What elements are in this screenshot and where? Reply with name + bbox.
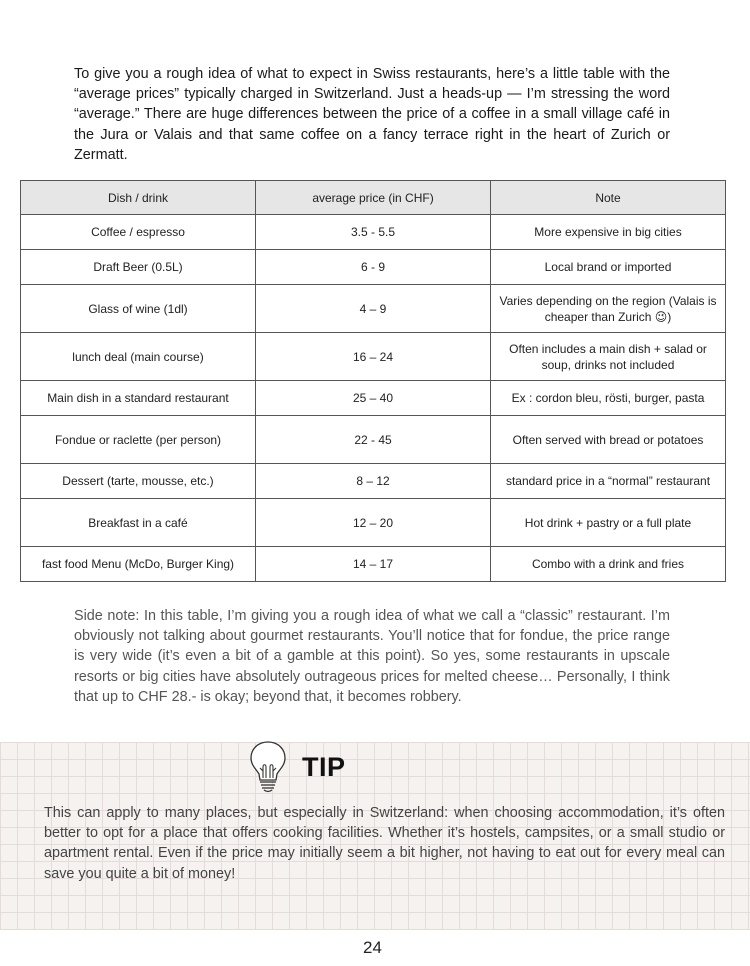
dish-cell: Dessert (tarte, mousse, etc.): [21, 464, 256, 499]
column-header-price: average price (in CHF): [256, 181, 491, 215]
price-table: [20, 180, 726, 582]
side-note-paragraph: Side note: In this table, I’m giving you a rough idea of what we call a “classic” restaurant. I’m obviously not talking about gourmet restaurants. You’ll notice that for fondue, the price range is very wide (it’s even a bit of a gamble at this point). So yes, some restaurants in upscale resorts or big cities have absolutely outrageous prices for melted cheese… Personally, I think that up to CHF 28.- is okay; beyond that, it becomes robbery.: [74, 608, 670, 705]
note-cell: Hot drink + pastry or a full plate: [491, 499, 726, 547]
table-row: [21, 285, 726, 333]
price-cell: 14 – 17: [256, 547, 491, 582]
price-cell: 12 – 20: [256, 499, 491, 547]
table-row: [21, 250, 726, 285]
price-cell: 8 – 12: [256, 464, 491, 499]
intro-paragraph: To give you a rough idea of what to expect in Swiss restaurants, here’s a little table with the “average prices” typically charged in Switzerland. Just a heads-up — I’m stressing the word “average.” There are huge differences between the price of a coffee in a small village café in the Jura or Valais and that same coffee on a fancy terrace right in the heart of Zurich or Zermatt.: [74, 66, 670, 163]
table-row: [21, 416, 726, 464]
note-cell: standard price in a “normal” restaurant: [491, 464, 726, 499]
dish-cell: Glass of wine (1dl): [21, 285, 256, 333]
price-cell: 16 – 24: [256, 333, 491, 381]
tip-title: TIP: [302, 752, 346, 782]
note-cell: Varies depending on the region (Valais is cheaper than Zurich 😉): [491, 285, 726, 333]
column-header-note: Note: [491, 181, 726, 215]
price-cell: 6 - 9: [256, 250, 491, 285]
note-cell: Combo with a drink and fries: [491, 547, 726, 582]
table-row: [21, 499, 726, 547]
price-cell: 3.5 - 5.5: [256, 215, 491, 250]
note-cell: Ex : cordon bleu, rösti, burger, pasta: [491, 381, 726, 416]
lightbulb-icon: [248, 738, 288, 794]
note-cell: Often served with bread or potatoes: [491, 416, 726, 464]
dish-cell: Draft Beer (0.5L): [21, 250, 256, 285]
dish-cell: Main dish in a standard restaurant: [21, 381, 256, 416]
price-cell: 22 - 45: [256, 416, 491, 464]
table-row: [21, 333, 726, 381]
table-row: [21, 381, 726, 416]
table-row: [21, 464, 726, 499]
dish-cell: Fondue or raclette (per person): [21, 416, 256, 464]
tip-text: This can apply to many places, but especially in Switzerland: when choosing accommodation, it’s often better to opt for a place that offers cooking facilities. Whether it’s hostels, campsites, or a small studio or apartment rental. Even if the price may initially seem a bit higher, not having to eat out for every meal can save you quite a bit of money!: [44, 805, 725, 882]
table-row: [21, 547, 726, 582]
table-header-row: [21, 181, 726, 215]
price-cell: 4 – 9: [256, 285, 491, 333]
table-row: [21, 215, 726, 250]
column-header-dish: Dish / drink: [21, 181, 256, 215]
note-cell: Often includes a main dish + salad or soup, drinks not included: [491, 333, 726, 381]
page-number: 24: [363, 938, 382, 957]
dish-cell: Coffee / espresso: [21, 215, 256, 250]
dish-cell: Breakfast in a café: [21, 499, 256, 547]
note-cell: Local brand or imported: [491, 250, 726, 285]
dish-cell: fast food Menu (McDo, Burger King): [21, 547, 256, 582]
price-cell: 25 – 40: [256, 381, 491, 416]
note-cell: More expensive in big cities: [491, 215, 726, 250]
dish-cell: lunch deal (main course): [21, 333, 256, 381]
